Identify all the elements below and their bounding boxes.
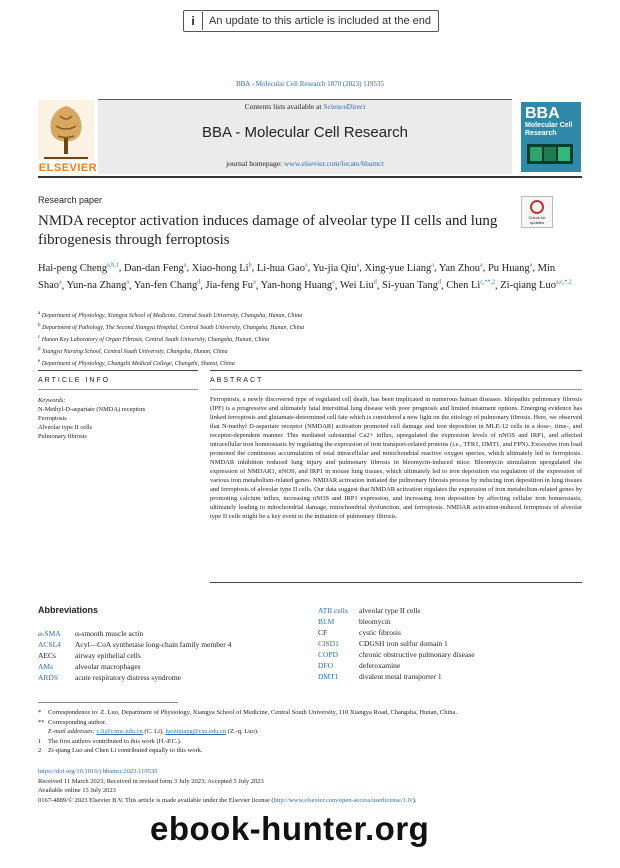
email-owner: (C. Li), bbox=[142, 728, 166, 735]
abbreviation-row bbox=[318, 649, 475, 660]
footnote-rule bbox=[38, 702, 178, 703]
abbreviation-definition: divalent metal transporter 1 bbox=[359, 672, 442, 681]
sciencedirect-link[interactable]: ScienceDirect bbox=[323, 102, 366, 111]
email-owner: (Z.-q. Luo). bbox=[226, 728, 259, 735]
abbreviation-definition: Acyl—CoA synthetase long-chain family member 4 bbox=[75, 640, 232, 649]
affiliations bbox=[38, 309, 583, 369]
author-affiliation-mark[interactable]: a bbox=[253, 279, 256, 286]
author-affiliation-mark[interactable]: a bbox=[529, 262, 533, 268]
keyword: N-Methyl-D-aspartate (NMDA) receptors bbox=[38, 406, 146, 413]
author-list: Hai-peng Cheng$^{a,b,1}$, Dan-dan Feng$^a$, Xiao-hong Li$^b$, Li-hua Gao$^a$, Yu-jia Qiu$^a$, Xing-yue Liang$^a$, Yan Zhou$^a$, Pu Huang$^a$, Min Shao$^a$, Yun-na Zhang$^a$, Yan-fen Chang$^d$, Jia-feng Fu$^a$, Yan-hong Huang$^a$, Wei Liu$^d$, Si-yuan Tang$^d$, Chen $Li^{c,**,2}$, Zi-qiang Luo$^{a,c,*,2}$ bbox=[38, 262, 572, 291]
affiliation-text: Department of Physiology, Changzhi Medical College, Changzhi, Shanxi, China bbox=[41, 361, 235, 367]
abbreviation-definition: bleomycin bbox=[359, 617, 391, 626]
divider bbox=[210, 582, 582, 583]
abbreviation-definition: CDGSH iron sulfur domain 1 bbox=[359, 639, 448, 648]
copyright-suffix: ). bbox=[412, 796, 417, 804]
journal-reference[interactable]: BBA - Molecular Cell Research 1870 (2023) 119535 bbox=[235, 80, 385, 88]
abbreviation-definition: chronic obstructive pulmonary disease bbox=[359, 650, 475, 659]
abbreviation-key[interactable]: ARDS bbox=[38, 673, 59, 682]
footnote-text: Correspondence to: Z. Luo, Department of Physiology, Xiangya School of Medicine, Central South University, 110 Xiangya Road, Changsha, Hunan, China. bbox=[48, 709, 458, 716]
keyword: Pulmonary fibrosis bbox=[38, 433, 87, 440]
affiliation bbox=[38, 333, 583, 345]
author-affiliation-mark[interactable]: a bbox=[431, 262, 434, 268]
author[interactable] bbox=[488, 263, 532, 274]
contents-prefix: Contents lists available at bbox=[244, 102, 324, 111]
check-updates-label: Check for updates bbox=[528, 215, 546, 225]
author[interactable] bbox=[439, 263, 483, 274]
abbreviation-definition: alveolar macrophages bbox=[75, 662, 141, 671]
author[interactable] bbox=[261, 280, 335, 291]
author[interactable] bbox=[446, 280, 495, 291]
license-link[interactable]: http://www.elsevier.com/open-access/userlicense/1.0/ bbox=[273, 796, 413, 804]
footnote bbox=[38, 727, 583, 737]
author[interactable] bbox=[340, 280, 377, 291]
author-affiliation-mark[interactable]: d bbox=[437, 279, 441, 286]
divider bbox=[210, 370, 582, 371]
author-name: Yan-fen Chang bbox=[133, 280, 198, 291]
author-affiliation-mark[interactable]: a bbox=[332, 279, 335, 286]
article-info-heading: ARTICLE INFO bbox=[38, 377, 111, 384]
footnote bbox=[38, 718, 583, 728]
author[interactable] bbox=[364, 263, 433, 274]
journal-title: BBA - Molecular Cell Research bbox=[202, 124, 408, 141]
author-name: Yun-na Zhang bbox=[66, 280, 127, 291]
author-affiliation-mark[interactable]: d bbox=[197, 279, 201, 286]
author[interactable] bbox=[38, 263, 119, 274]
author-affiliation-mark[interactable]: a bbox=[126, 279, 129, 286]
author-name: Si-yuan Tang bbox=[382, 280, 438, 291]
cover-image bbox=[527, 144, 573, 164]
doi-link[interactable]: https://doi.org/10.1016/j.bbamcr.2023.119535 bbox=[38, 768, 158, 775]
author-affiliation-mark[interactable]: d bbox=[373, 279, 377, 286]
update-banner[interactable] bbox=[183, 10, 439, 32]
footnotes bbox=[38, 708, 583, 756]
author-affiliation-mark[interactable]: b bbox=[248, 262, 252, 268]
footnote-mark: 1 bbox=[38, 737, 42, 745]
divider bbox=[210, 389, 582, 390]
footnote-mark: * bbox=[38, 709, 42, 716]
abbreviation-definition: alveolar type II cells bbox=[359, 606, 421, 615]
author[interactable] bbox=[257, 263, 308, 274]
abbreviation-key[interactable]: DFO bbox=[318, 661, 334, 670]
abbreviation-row bbox=[38, 672, 182, 683]
abstract-heading: ABSTRACT bbox=[210, 377, 264, 384]
affiliation bbox=[38, 309, 583, 321]
article-type: Research paper bbox=[38, 195, 103, 205]
divider bbox=[38, 389, 198, 390]
author[interactable] bbox=[206, 280, 256, 291]
keyword-list bbox=[38, 405, 203, 441]
author-name: Yan Zhou bbox=[438, 262, 481, 274]
affiliation-text: Hunan Key Laboratory of Organ Fibrosis, Central South University, Changsha, Hunan, China bbox=[41, 337, 270, 343]
abbreviation-key[interactable]: AMs bbox=[38, 662, 54, 671]
abbreviation-definition: cystic fibrosis bbox=[359, 628, 401, 637]
affiliation-text: Department of Pathology, The Second Xiangya Hospital, Central South University, Changsha, Hunan, China bbox=[42, 325, 305, 331]
author-name: Wei Liu bbox=[339, 280, 374, 291]
affiliation-text: Department of Physiology, Xiangya School of Medicine, Central South University, Changsha, Hunan, China bbox=[41, 313, 303, 319]
abbreviation-key[interactable]: BLM bbox=[318, 617, 335, 626]
author-name: Pu Huang bbox=[487, 262, 530, 274]
abbreviation-row bbox=[38, 661, 141, 672]
abbreviation-key[interactable]: CISD1 bbox=[318, 639, 339, 648]
footnote-text: Zi-qiang Luo and Chen Li contributed equally to this work. bbox=[48, 747, 203, 754]
keywords-label: Keywords: bbox=[38, 397, 66, 404]
author[interactable] bbox=[134, 280, 200, 291]
footnote bbox=[38, 737, 583, 747]
cover-title: BBA bbox=[525, 105, 560, 122]
footnote-mark: ** bbox=[38, 718, 45, 726]
author-affiliation-mark[interactable]: c,**,2 bbox=[480, 279, 496, 286]
author-affiliation-mark[interactable]: a bbox=[183, 262, 187, 268]
affiliation-mark: b bbox=[38, 323, 41, 328]
footnote-text: The first authors contributed to this work (H.-P.C.). bbox=[48, 737, 182, 745]
author-name: Min Shao bbox=[38, 262, 556, 291]
abbreviation-key: CF bbox=[318, 628, 328, 637]
author-affiliation-mark[interactable]: a bbox=[59, 279, 62, 286]
info-icon: i bbox=[184, 12, 203, 30]
author-affiliation-mark[interactable]: a bbox=[480, 262, 483, 268]
abbreviation-row bbox=[318, 627, 401, 638]
available-online: Available online 13 July 2023 bbox=[38, 787, 116, 794]
abbreviation-key: AECs bbox=[38, 651, 56, 660]
check-updates-icon bbox=[530, 200, 544, 214]
contents-line bbox=[98, 102, 512, 111]
affiliation-mark: a bbox=[38, 311, 41, 316]
masthead-rule bbox=[38, 176, 582, 178]
divider bbox=[38, 370, 198, 371]
affiliation bbox=[38, 345, 583, 357]
author[interactable] bbox=[382, 280, 441, 291]
author-name: Xing-yue Liang bbox=[364, 262, 432, 274]
abbreviation-definition: acute respiratory distress syndrome bbox=[75, 673, 182, 682]
abbreviation-row bbox=[318, 605, 421, 616]
abbreviation-row bbox=[318, 638, 448, 649]
footnote bbox=[38, 746, 583, 756]
journal-homepage bbox=[98, 159, 512, 168]
author-name: Hai-peng Cheng bbox=[38, 262, 108, 274]
abbreviation-definition: α-smooth muscle actin bbox=[75, 629, 144, 638]
abbreviation-row bbox=[38, 650, 141, 661]
author-name: Yu-jia Qiu bbox=[312, 262, 357, 274]
abbreviation-key[interactable]: ACSL4 bbox=[38, 640, 61, 649]
update-banner-text: An update to this article is included at the end bbox=[209, 15, 431, 27]
abbreviation-row bbox=[318, 660, 401, 671]
elsevier-wordmark: ELSEVIER bbox=[38, 162, 98, 174]
footnote-mark: 2 bbox=[38, 747, 42, 754]
check-for-updates-button[interactable] bbox=[521, 196, 553, 228]
author-name: Dan-dan Feng bbox=[124, 262, 184, 274]
author[interactable] bbox=[192, 263, 252, 274]
author[interactable] bbox=[313, 263, 360, 274]
author-name: Chen Li bbox=[446, 280, 481, 291]
author-affiliation-mark[interactable]: a bbox=[356, 262, 360, 268]
received-dates: Received 11 March 2023; Received in revised form 3 July 2023; Accepted 5 July 2023 bbox=[38, 777, 264, 785]
copyright-prefix: 0167-4889/© 2023 Elsevier B.V. This article is made available under the Elsevier license ( bbox=[38, 796, 274, 804]
abbreviation-definition: deferoxamine bbox=[359, 661, 401, 670]
author-affiliation-mark[interactable]: a bbox=[304, 262, 308, 268]
abbreviation-key[interactable]: DMT1 bbox=[318, 672, 339, 681]
watermark-text: ebook-hunter.org bbox=[150, 810, 430, 847]
affiliation-mark: d bbox=[38, 347, 41, 352]
abbreviation-key[interactable]: ATII cells bbox=[318, 606, 348, 615]
email-link[interactable]: luoziqiang@csu.edu.cn bbox=[165, 728, 227, 735]
keyword: Ferroptosis bbox=[38, 415, 67, 422]
author-name: Xiao-hong Li bbox=[191, 262, 249, 274]
homepage-prefix: journal homepage: bbox=[226, 159, 284, 168]
abbreviation-row bbox=[38, 639, 232, 650]
keywords bbox=[38, 396, 203, 441]
abbreviation-row bbox=[318, 616, 391, 627]
author[interactable] bbox=[67, 280, 129, 291]
author[interactable] bbox=[500, 280, 572, 291]
author-name: Li-hua Gao bbox=[256, 262, 305, 274]
abbreviation-key[interactable]: α-SMA bbox=[38, 629, 61, 638]
abstract-text: Ferroptosis, a newly discovered type of regulated cell death, has been implicated in numerous human diseases. Idiopathic pulmonary fibrosis (IPF) is a progressive and ultimately fatal interstitial lung disease with poor prognosis and limited treatment options. Emerging evidence has linked ferroptosis and glutamate-determined cell fate which is considered a new light on the etiology of pulmonary fibrosis. Here, we observed that N-methyl D-aspartate receptor (NMDAR) activation promoted cell damage and iron deposition in MLE-12 cells in a dose-, time-, and receptor-dependent manner. This mediated substantial Ca2+ influx, upregulated the expression levels of nNOS and IRP1, and affected intracellular iron homeostasis by regulating the expression of iron transport-related proteins (i.e., TFR1, DMT1, and FPN). Excessive iron load promoted the continuous accumulation of total intracellular and mitochondrial reactive oxygen species, which ultimately led to ferroptosis. NMDAR inhibition reduced lung injury and pulmonary fibrosis in bleomycin-induced mice. Bleomycin stimulation upregulated the expression of NMDAR1, nNOS, and IRP1 in mouse lung tissues, which ultimately led to iron deposition via regulation of the expression of various iron metabolism-related genes. NMDAR activation initiated the pulmonary fibrosis process by inducing iron deposition in lung tissues and ferroptosis of alveolar type II cells. Our data suggest that NMDAR activation regulates the expression of iron metabolism-related genes by promoting calcium influx, increasing nNOS and IRP1 expression, and increasing iron deposition by affecting cellular iron homeostasis, ultimately leading to mitochondrial damage, mitochondrial dysfunction, and ferroptosis. NMDAR activation-induced ferroptosis of alveolar type II cells might be a key event to the initiation of pulmonary fibrosis. bbox=[210, 396, 582, 520]
author-name: Jia-feng Fu bbox=[205, 280, 254, 291]
homepage-link[interactable]: www.elsevier.com/locate/bbamcr bbox=[284, 159, 384, 168]
footnote bbox=[38, 708, 583, 718]
footnote-text: Corresponding author. bbox=[48, 718, 107, 726]
email-label: E-mail addresses: bbox=[48, 728, 97, 735]
publication-info bbox=[38, 767, 583, 805]
affiliation-text: Xiangya Nursing School, Central South University, Changsha, Hunan, China bbox=[42, 349, 228, 355]
article-title: NMDA receptor activation induces damage of alveolar type II cells and lung fibrogenesis through ferroptosis bbox=[38, 213, 498, 248]
affiliation-mark: c bbox=[38, 335, 41, 340]
cover-subtitle: Molecular Cell Research bbox=[525, 122, 573, 137]
affiliation-mark: e bbox=[38, 359, 41, 364]
affiliation bbox=[38, 357, 583, 369]
affiliation bbox=[38, 321, 583, 333]
keyword: Alveolar type II cells bbox=[38, 424, 93, 431]
email-link[interactable]: c.li@csmc.edu.cn bbox=[96, 728, 143, 735]
abbreviation-key[interactable]: COPD bbox=[318, 650, 339, 659]
author-affiliation-mark[interactable]: a,b,1 bbox=[107, 262, 119, 268]
abbreviation-row bbox=[38, 628, 144, 639]
author-affiliation-mark[interactable]: a,c,*,2 bbox=[555, 279, 572, 286]
author[interactable] bbox=[124, 263, 186, 274]
copyright-line bbox=[38, 796, 583, 806]
abbreviations-heading: Abbreviations bbox=[38, 605, 99, 615]
author-name: Yan-hong Huang bbox=[260, 280, 333, 291]
author-name: Zi-qiang Luo bbox=[500, 280, 556, 291]
abbreviation-row bbox=[318, 671, 442, 682]
abbreviation-definition: airway epithelial cells bbox=[75, 651, 141, 660]
